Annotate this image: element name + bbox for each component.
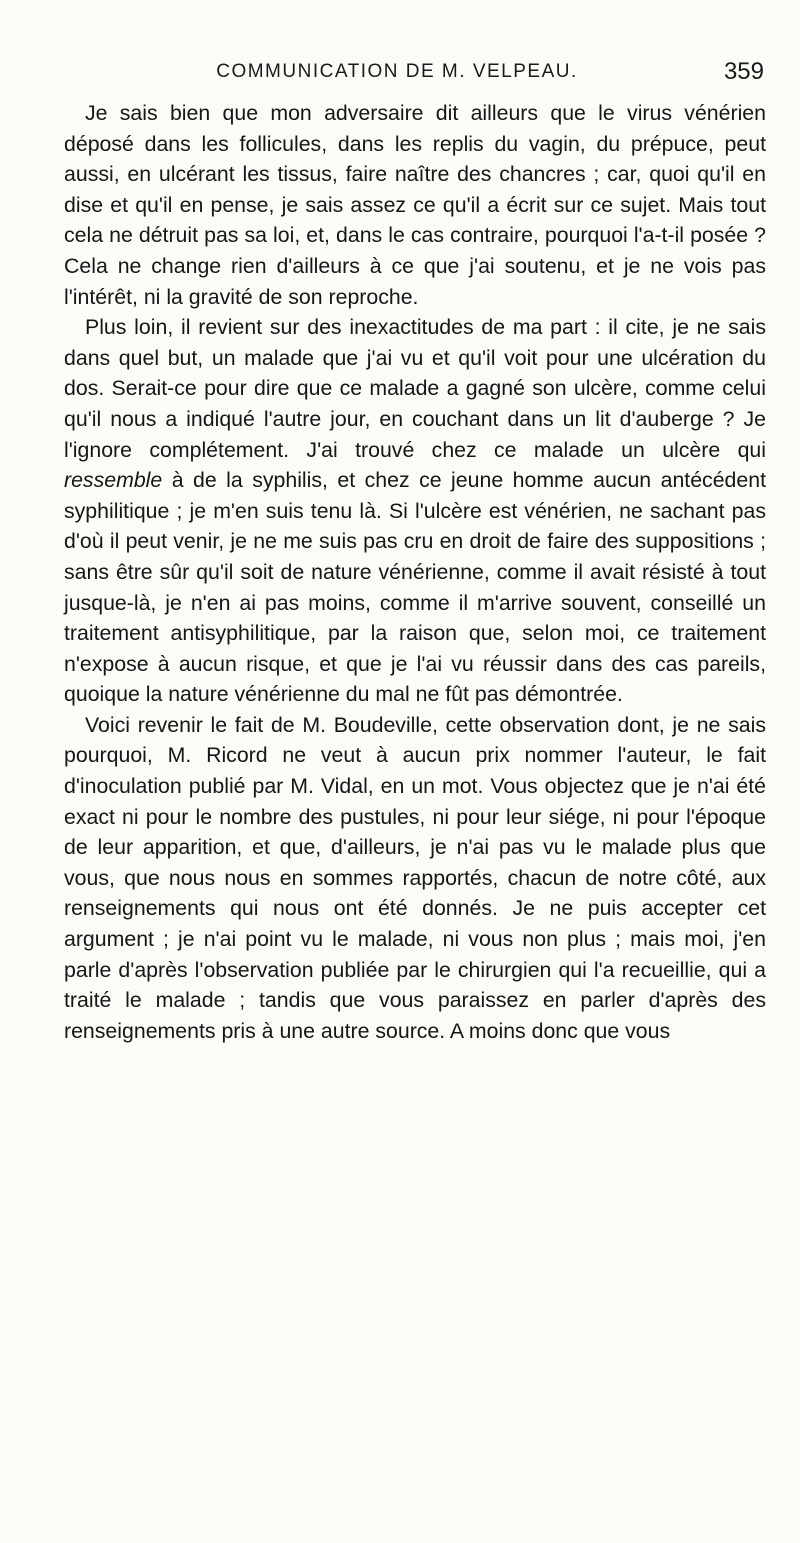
italic-word: ressemble bbox=[64, 468, 163, 493]
paragraph-text: Plus loin, il revient sur des inexactitudes de ma part : il cite, je ne sais dans quel but, un malade que j'ai vu et qu'il voit pour une ulcération du dos. Serait-ce pour dire que ce malade a gagné son ulcère, comme celui qu'il nous a indiqué l'autre jour, en couchant dans un lit d'auberge ? Je l'ignore complétement. J'ai trouvé chez ce malade un ulcère qui bbox=[64, 315, 766, 462]
paragraph bbox=[64, 312, 766, 710]
paragraph: Je sais bien que mon adversaire dit ailleurs que le virus vénérien déposé dans les follicules, dans les replis du vagin, du prépuce, peut aussi, en ulcérant les tissus, faire naître des chancres ; car, quoi qu'il en dise et qu'il en pense, je sais assez ce qu'il a écrit sur ce sujet. Mais tout cela ne détruit pas sa loi, et, dans le cas contraire, pourquoi l'a-t-il posée ? Cela ne change rien d'ailleurs à ce que j'ai soutenu, et je ne vois pas l'intérêt, ni la gravité de son reproche. bbox=[64, 101, 766, 309]
paragraph-text: à de la syphilis, et chez ce jeune homme aucun antécédent syphilitique ; je m'en suis tenu là. Si l'ulcère est vénérien, ne sachant pas d'où il peut venir, je ne me suis pas cru en droit de faire des suppositions ; sans être sûr qu'il soit de nature vénérienne, comme il avait résisté à tout jusque-là, je n'en ai pas moins, comme il m'arrive souvent, conseillé un traitement antisyphilitique, par la raison que, selon moi, ce traitement n'expose à aucun risque, et que je l'ai vu réussir dans des cas pareils, quoique la nature vénérienne du mal ne fût pas démontrée. bbox=[64, 468, 766, 707]
running-title: COMMUNICATION DE M. VELPEAU. bbox=[216, 61, 578, 82]
page-number: 359 bbox=[723, 58, 764, 85]
paragraph: Voici revenir le fait de M. Boudeville, cette observation dont, je ne sais pourquoi, M. Ricord ne veut à aucun prix nommer l'auteur, le fait d'inoculation publié par M. Vidal, en un mot. Vous objectez que je n'ai été exact ni pour le nombre des pustules, ni pour leur siége, ni pour l'époque de leur apparition, et que, d'ailleurs, je n'ai pas vu le malade plus que vous, que nous nous en sommes rapportés, chacun de notre côté, aux renseignements qui nous ont été donnés. Je ne puis accepter cet argument ; je n'ai point vu le malade, ni vous non plus ; mais moi, j'en parle d'après l'observation publiée par le chirurgien qui l'a recueillie, qui a traité le malade ; tandis que vous paraissez en parler d'après des renseignements pris à une autre source. A moins donc que vous bbox=[64, 712, 766, 1043]
body-text bbox=[64, 98, 766, 1046]
running-header bbox=[60, 58, 764, 88]
